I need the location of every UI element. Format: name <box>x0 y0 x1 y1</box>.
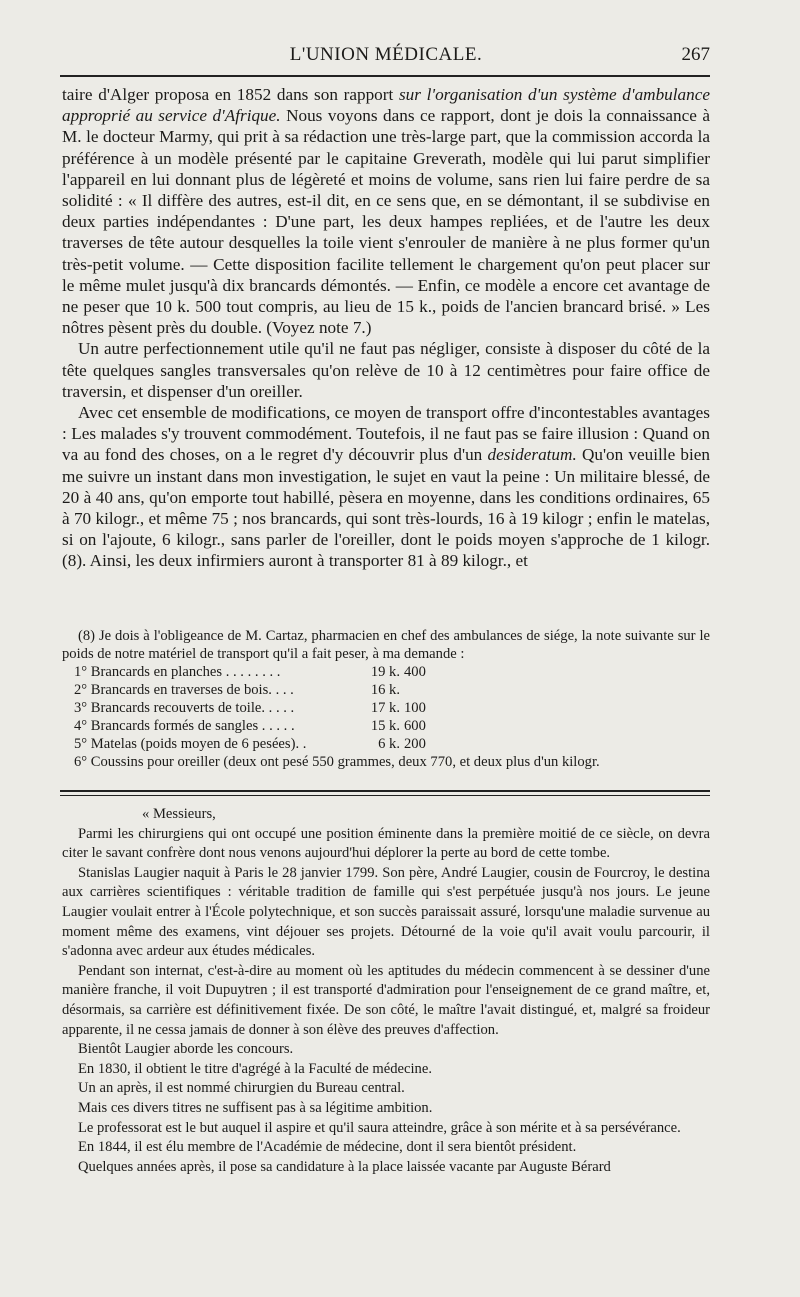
row-grams: 200 <box>404 736 426 752</box>
footnote-last-line: 6° Coussins pour oreiller (deux ont pesé 550 grammes, deux 770, et deux plus d'un kilogr. <box>74 754 600 770</box>
paragraph-3-text-b: Qu'on veuille bien me suivre un instant dans mon investigation, le sujet en vaut la peine : Un militaire blessé, de 20 à 40 ans, qu'on emporte tout habillé, pèsera en moyenne, dans les conditions ordinaires, 65 à 70 kilogr., et même 75 ; nos brancards, qui sont très-lourds, 16 à 19 kilogr ; enfin le matelas, si on l'ajoute, 6 kilogr., sans parler de l'oreiller, dont le poids moyen s'approche de 1 kilogr. (8). Ainsi, les deux infirmiers auront à transporter 81 à 89 kilogr., et <box>62 445 710 571</box>
row-kilograms: 17 k. <box>370 700 400 716</box>
desideratum-italic: desideratum. <box>487 445 577 465</box>
weight-row <box>74 699 448 717</box>
weight-row <box>74 663 448 681</box>
row-kilograms: 15 k. <box>370 718 400 734</box>
section-rule-thin <box>60 795 710 796</box>
report-title-italic: sur l'organisation d'un système d'ambulance approprié au service d'Afrique. <box>62 85 710 126</box>
paragraph-1 <box>62 84 710 338</box>
row-kilograms: 19 k. <box>370 664 400 680</box>
row-kilograms: 6 k. <box>378 736 400 752</box>
speech-paragraph: Pendant son internat, c'est-à-dire au moment où les aptitudes du médecin commencent à se dessiner d'une manière franche, il voit Dupuytren ; il est transporté d'admiration pour l'enseignement de ce grand maître, et, désormais, sa carrière est définitivement fixée. De son côté, le maître l'avait distingué, et, malgré sa froideur apparente, il ne cessa jamais de donner à son élève des preuves d'affection. <box>62 962 710 1038</box>
row-label: 3° Brancards recouverts de toile. . . . . <box>74 700 295 716</box>
row-grams: 600 <box>404 718 426 734</box>
paragraph-1-text-a: taire d'Alger proposa en 1852 dans son rapport <box>62 85 399 104</box>
journal-title: L'UNION MÉDICALE. <box>289 44 483 65</box>
page-number: 267 <box>681 44 710 65</box>
main-text <box>62 84 710 572</box>
speech-paragraph: Un an après, il est nommé chirurgien du Bureau central. <box>78 1080 405 1097</box>
speech-paragraph: Bientôt Laugier aborde les concours. <box>78 1041 294 1058</box>
speech-paragraph: Mais ces divers titres ne suffisent pas à sa légitime ambition. <box>78 1099 433 1116</box>
row-grams: 400 <box>404 664 426 680</box>
funeral-speech <box>62 805 710 1177</box>
row-label: 1° Brancards en planches . . . . . . . . <box>74 664 281 680</box>
header-rule <box>60 75 710 77</box>
section-rule-thick <box>60 790 710 792</box>
paragraph-3 <box>62 402 710 572</box>
running-header <box>62 42 710 72</box>
paragraph-2: Un autre perfectionnement utile qu'il ne faut pas négliger, consiste à disposer du côté de la tête quelques sangles transversales qu'on relève de 10 à 12 centimètres pour faire office de traversin, et dispenser d'un oreiller. <box>62 339 710 401</box>
row-grams <box>404 681 448 699</box>
footnote-8 <box>62 627 710 771</box>
paragraph-3-text-a: Avec cet ensemble de modifications, ce moyen de transport offre d'incontestables avantages : Les malades s'y trouvent commodément. Toutefois, il ne faut pas se faire illusion : Quand on va au fond des choses, on a le regret d'y découvrir plus d'un <box>62 403 710 465</box>
salutation: « Messieurs, <box>142 806 216 822</box>
row-kilograms: 16 k. <box>370 682 400 698</box>
speech-paragraphs <box>62 825 710 1178</box>
speech-paragraph: En 1830, il obtient le titre d'agrégé à la Faculté de médecine. <box>78 1060 432 1077</box>
row-label: 4° Brancards formés de sangles . . . . . <box>74 718 295 734</box>
speech-paragraph: Quelques années après, il pose sa candidature à la place laissée vacante par Auguste Bérard <box>78 1158 611 1175</box>
speech-paragraph: Le professorat est le but auquel il aspire et qu'il saura atteindre, grâce à son mérite et à sa persévérance. <box>78 1119 681 1136</box>
paragraph-1-text-b: Nous voyons dans ce rapport, dont je dois la connaissance à M. le docteur Marmy, qui prit à sa rédaction une très-large part, que la commission accorda la préférence à un modèle présenté par le capitaine Greverath, modèle qui lui parut simplifier l'appareil en lui donnant plus de légèreté et moins de volume, sans rien lui faire perdre de sa solidité : « Il diffère des autres, est-il dit, en ce sens que, en se démontant, il se subdivise en deux parties indépendantes : D'une part, les deux hampes repliées, et de l'autre les deux traverses de tête autour desquelles la toile vient s'enrouler de manière à ne plus former qu'un très-petit volume. — Cette disposition facilite tellement le chargement qu'on peut placer sur le même mulet jusqu'à dix brancards démontés. — Enfin, ce modèle a encore cet avantage de ne peser que 10 k. 500 tout compris, au lieu de 15 k., poids de l'ancien brancard brisé. » Les nôtres pèsent près du double. (Voyez note 7.) <box>62 106 710 338</box>
speech-paragraph: Parmi les chirurgiens qui ont occupé une position éminente dans la première moitié de ce siècle, on devra citer le savant confrère dont nous venons aujourd'hui déplorer la perte au bord de cette tombe. <box>62 825 710 862</box>
speech-paragraph: En 1844, il est élu membre de l'Académie de médecine, dont il sera bientôt président. <box>78 1139 577 1156</box>
weight-row <box>74 735 448 753</box>
footnote-intro: (8) Je dois à l'obligeance de M. Cartaz, pharmacien en chef des ambulances de siége, la note suivante sur le poids de notre matériel de transport qu'il a fait peser, à ma demande : <box>62 628 710 662</box>
row-grams: 100 <box>404 700 426 716</box>
weight-table <box>74 663 448 753</box>
row-label: 5° Matelas (poids moyen de 6 pesées). . <box>74 736 307 752</box>
row-label: 2° Brancards en traverses de bois. . . . <box>74 682 294 698</box>
weight-row <box>74 681 448 699</box>
weight-row <box>74 717 448 735</box>
speech-paragraph: Stanislas Laugier naquit à Paris le 28 janvier 1799. Son père, André Laugier, cousin de Fourcroy, le destina aux carrières scientifiques : véritable tradition de famille qui s'est perpétuée jusqu'à nos jours. Le jeune Laugier voulait entrer à l'École polytechnique, et son succès paraissait assuré, lorsqu'une maladie survenue au moment même des examens, vint déjouer ses projets. Détourné de la voie qu'il avait voulu parcourir, il s'adonna avec ardeur aux études médicales. <box>62 864 710 960</box>
